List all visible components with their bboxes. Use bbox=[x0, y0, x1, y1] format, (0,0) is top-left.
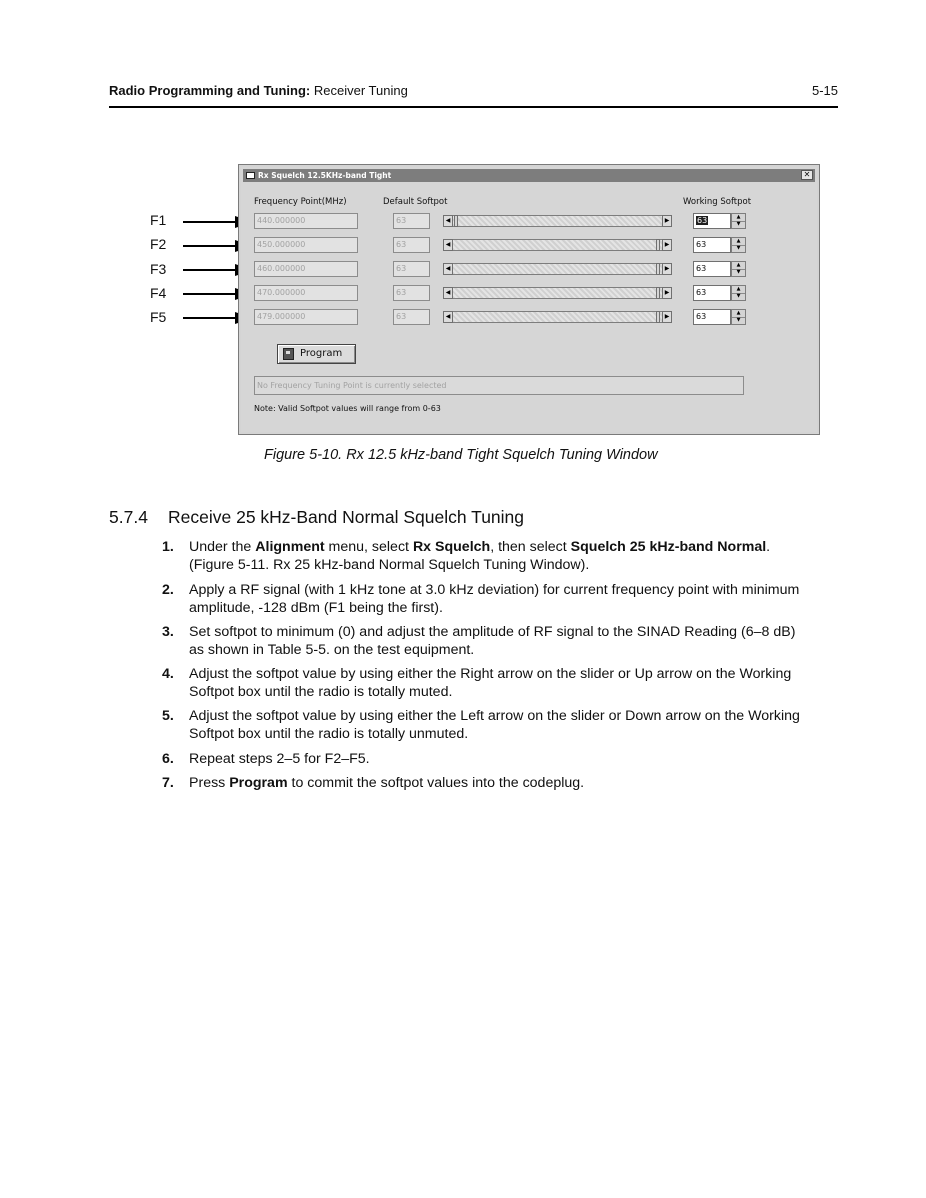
text-run: , then select bbox=[490, 539, 571, 555]
window-titlebar bbox=[243, 169, 815, 182]
figure-caption: Figure 5-10. Rx 12.5 kHz-band Tight Squelch Tuning Window bbox=[264, 447, 658, 463]
spin-up-icon[interactable]: ▲ bbox=[732, 310, 745, 318]
working-softpot-spinner[interactable] bbox=[731, 309, 746, 325]
slider-left-arrow-icon[interactable]: ◀ bbox=[443, 287, 453, 299]
slider-thumb[interactable] bbox=[454, 215, 458, 227]
slider-thumb[interactable] bbox=[656, 263, 660, 275]
working-softpot-input[interactable] bbox=[693, 213, 731, 229]
frequency-field: 479.000000 bbox=[254, 309, 358, 325]
step-number: 3. bbox=[162, 624, 174, 640]
slider-thumb[interactable] bbox=[656, 311, 660, 323]
working-softpot-input[interactable] bbox=[693, 285, 731, 301]
callout-f4: F4 bbox=[150, 285, 167, 301]
default-softpot-field: 63 bbox=[393, 285, 430, 301]
working-softpot-value: 63 bbox=[697, 216, 708, 225]
default-softpot-field: 63 bbox=[393, 213, 430, 229]
default-softpot-field: 63 bbox=[393, 261, 430, 277]
slider-left-arrow-icon[interactable]: ◀ bbox=[443, 239, 453, 251]
step-number: 6. bbox=[162, 751, 174, 767]
text-run: Softpot box until the radio is totally unmuted. bbox=[189, 726, 469, 742]
frequency-field: 470.000000 bbox=[254, 285, 358, 301]
slider-thumb[interactable] bbox=[656, 239, 660, 251]
slider-left-arrow-icon[interactable]: ◀ bbox=[443, 311, 453, 323]
window-title: Rx Squelch 12.5KHz-band Tight bbox=[258, 171, 392, 180]
working-softpot-input[interactable] bbox=[693, 237, 731, 253]
softpot-slider[interactable] bbox=[443, 287, 672, 299]
working-softpot-spinner[interactable] bbox=[731, 261, 746, 277]
working-softpot-input[interactable] bbox=[693, 261, 731, 277]
text-run: as shown in Table 5-5. on the test equipment. bbox=[189, 642, 475, 658]
running-header bbox=[109, 83, 838, 99]
softpot-row-1 bbox=[241, 213, 817, 229]
bold-run: Program bbox=[229, 775, 288, 791]
softpot-range-note: Note: Valid Softpot values will range from 0-63 bbox=[254, 404, 441, 413]
header-section-rest: Receiver Tuning bbox=[310, 83, 408, 98]
text-run: Press bbox=[189, 775, 230, 791]
slider-right-arrow-icon[interactable]: ▶ bbox=[662, 311, 672, 323]
text-run: Repeat steps 2–5 for F2–F5. bbox=[189, 751, 370, 767]
spin-up-icon[interactable]: ▲ bbox=[732, 214, 745, 222]
window-menu-icon[interactable] bbox=[246, 172, 255, 179]
softpot-row-3 bbox=[241, 261, 817, 277]
col-label-default: Default Softpot bbox=[383, 197, 448, 207]
header-section-bold: Radio Programming and Tuning: bbox=[109, 83, 311, 98]
bold-run: Alignment bbox=[255, 539, 325, 555]
bold-run: Squelch 25 kHz-band Normal bbox=[570, 539, 767, 555]
step-number: 1. bbox=[162, 539, 174, 555]
frequency-field: 440.000000 bbox=[254, 213, 358, 229]
status-field: No Frequency Tuning Point is currently selected bbox=[254, 376, 744, 395]
step-number: 5. bbox=[162, 708, 174, 724]
callout-f1: F1 bbox=[150, 212, 167, 228]
step-text bbox=[189, 774, 849, 792]
slider-right-arrow-icon[interactable]: ▶ bbox=[662, 239, 672, 251]
softpot-slider[interactable] bbox=[443, 215, 672, 227]
close-button[interactable]: ✕ bbox=[801, 170, 813, 180]
working-softpot-spinner[interactable] bbox=[731, 285, 746, 301]
softpot-row-4 bbox=[241, 285, 817, 301]
frequency-field: 460.000000 bbox=[254, 261, 358, 277]
slider-right-arrow-icon[interactable]: ▶ bbox=[662, 287, 672, 299]
spin-down-icon[interactable]: ▼ bbox=[736, 293, 741, 299]
program-button[interactable] bbox=[277, 344, 356, 364]
step-number: 4. bbox=[162, 666, 174, 682]
default-softpot-field: 63 bbox=[393, 237, 430, 253]
working-softpot-value: 63 bbox=[696, 288, 707, 297]
text-run: Softpot box until the radio is totally muted. bbox=[189, 684, 453, 700]
slider-thumb[interactable] bbox=[656, 287, 660, 299]
text-run: menu, select bbox=[324, 539, 413, 555]
text-run: Under the bbox=[189, 539, 256, 555]
callout-f3: F3 bbox=[150, 261, 167, 277]
program-icon bbox=[283, 348, 294, 360]
slider-right-arrow-icon[interactable]: ▶ bbox=[662, 263, 672, 275]
working-softpot-value: 63 bbox=[696, 264, 707, 273]
step-text bbox=[189, 581, 849, 617]
squelch-tuning-window bbox=[239, 165, 819, 434]
spin-up-icon[interactable]: ▲ bbox=[732, 286, 745, 294]
step-number: 2. bbox=[162, 582, 174, 598]
section-title-text: Receive 25 kHz-Band Normal Squelch Tuning bbox=[168, 507, 525, 527]
text-run: amplitude, -128 dBm (F1 being the first). bbox=[189, 600, 443, 616]
text-run: Apply a RF signal (with 1 kHz tone at 3.0 kHz deviation) for current frequency point with minimum bbox=[189, 582, 800, 598]
step-text bbox=[189, 623, 849, 659]
callout-f5: F5 bbox=[150, 309, 167, 325]
softpot-slider[interactable] bbox=[443, 239, 672, 251]
step-text bbox=[189, 707, 849, 743]
softpot-row-5 bbox=[241, 309, 817, 325]
spin-up-icon[interactable]: ▲ bbox=[732, 262, 745, 270]
text-run: . bbox=[766, 539, 771, 555]
softpot-slider[interactable] bbox=[443, 311, 672, 323]
working-softpot-value: 63 bbox=[696, 312, 707, 321]
step-text bbox=[189, 665, 849, 701]
text-run: Adjust the softpot value by using either the Left arrow on the slider or Down arrow on the Working bbox=[189, 708, 800, 724]
default-softpot-field: 63 bbox=[393, 309, 430, 325]
col-label-frequency: Frequency Point(MHz) bbox=[254, 197, 347, 207]
slider-left-arrow-icon[interactable]: ◀ bbox=[443, 263, 453, 275]
working-softpot-spinner[interactable] bbox=[731, 237, 746, 253]
spin-down-icon[interactable]: ▼ bbox=[736, 269, 741, 275]
working-softpot-spinner[interactable] bbox=[731, 213, 746, 229]
frequency-field: 450.000000 bbox=[254, 237, 358, 253]
bold-run: Rx Squelch bbox=[412, 539, 491, 555]
text-run: to commit the softpot values into the codeplug. bbox=[287, 775, 585, 791]
softpot-row-2 bbox=[241, 237, 817, 253]
col-label-working: Working Softpot bbox=[683, 197, 752, 207]
section-number: 5.7.4 bbox=[109, 507, 148, 527]
slider-right-arrow-icon[interactable]: ▶ bbox=[662, 215, 672, 227]
text-run: Set softpot to minimum (0) and adjust the amplitude of RF signal to the SINAD Reading (6–8 dB) bbox=[189, 624, 796, 640]
working-softpot-input[interactable] bbox=[693, 309, 731, 325]
step-text bbox=[189, 750, 849, 768]
text-run: (Figure 5-11. Rx 25 kHz-band Normal Squelch Tuning Window). bbox=[189, 557, 590, 573]
program-button-label: Program bbox=[300, 348, 343, 359]
callout-f2: F2 bbox=[150, 236, 167, 252]
step-text bbox=[189, 538, 849, 574]
spin-down-icon[interactable]: ▼ bbox=[736, 221, 741, 227]
text-run: Adjust the softpot value by using either the Right arrow on the slider or Up arrow on the Working bbox=[189, 666, 792, 682]
spin-down-icon[interactable]: ▼ bbox=[736, 317, 741, 323]
spin-up-icon[interactable]: ▲ bbox=[732, 238, 745, 246]
working-softpot-value: 63 bbox=[696, 240, 707, 249]
softpot-slider[interactable] bbox=[443, 263, 672, 275]
step-number: 7. bbox=[162, 775, 174, 791]
page-number: 5-15 bbox=[811, 83, 838, 98]
slider-left-arrow-icon[interactable]: ◀ bbox=[443, 215, 453, 227]
section-heading bbox=[109, 507, 524, 528]
spin-down-icon[interactable]: ▼ bbox=[736, 245, 741, 251]
header-rule bbox=[109, 106, 838, 108]
